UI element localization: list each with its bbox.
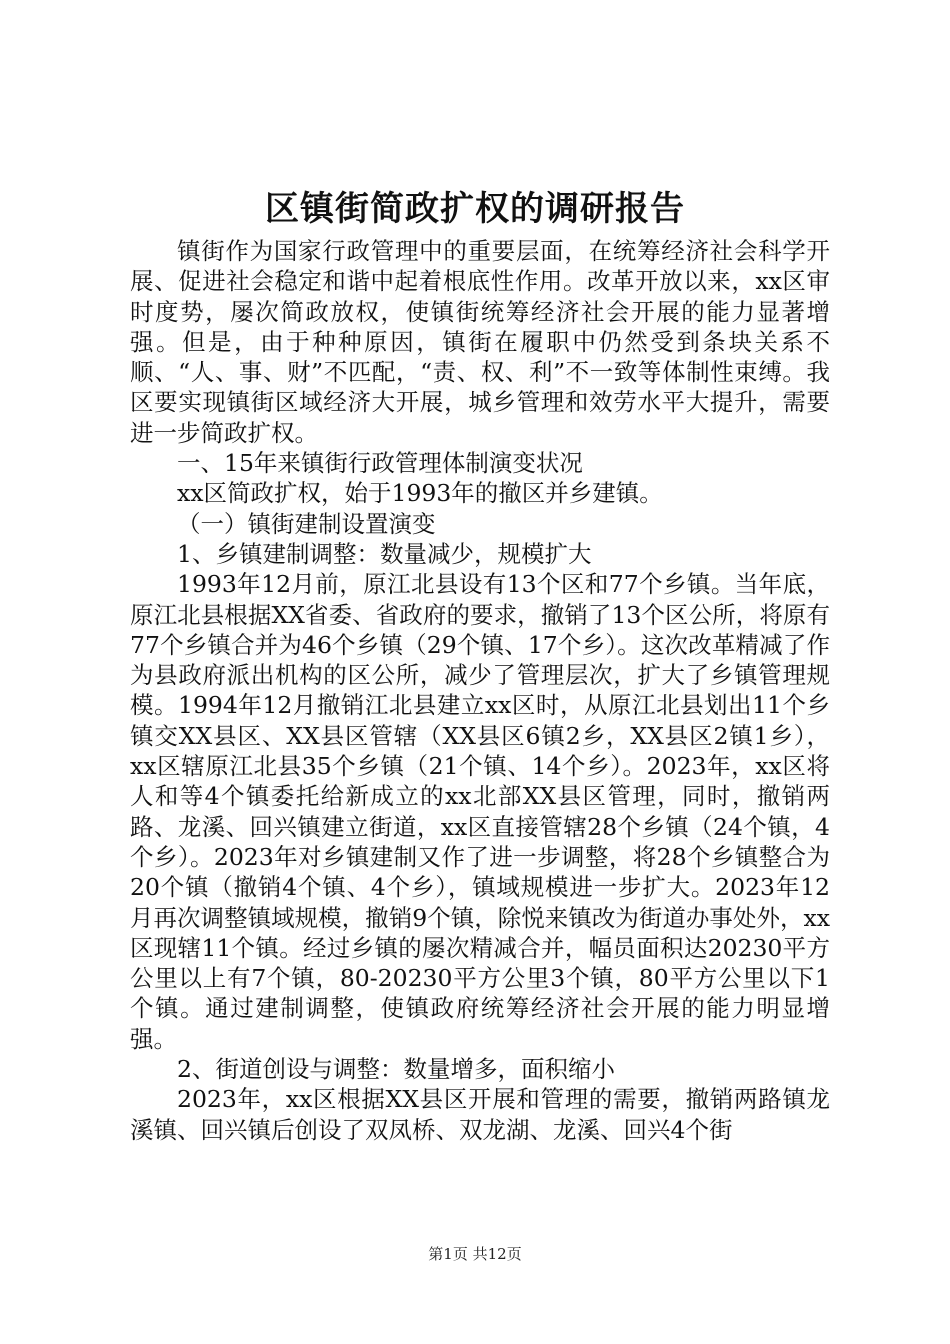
page-footer: 第1页 共12页: [428, 1245, 522, 1263]
paragraph: 1993年12月前，原江北县设有13个区和77个乡镇。当年底，原江北县根据XX省委、省政府的要求，撤销了13个区公所，将原有77个乡镇合并为46个乡镇（29个镇、17个乡）。这次改革精减了作为县政府派出机构的区公所，减少了管理层次，扩大了乡镇管理规模。1994年12月撤销江北县建立xx区时，从原江北县划出11个乡镇交XX县区、XX县区管辖（XX县区6镇2乡，XX县区2镇1乡），xx区辖原江北县35个乡镇（21个镇、14个乡）。2023年，xx区将人和等4个镇委托给新成立的xx北部XX县区管理，同时，撤销两路、龙溪、回兴镇建立街道，xx区直接管辖28个乡镇（24个镇，4个乡）。2023年对乡镇建制又作了进一步调整，将28个乡镇整合为20个镇（撤销4个镇、4个乡），镇域规模进一步扩大。2023年12月再次调整镇域规模，撤销9个镇，除悦来镇改为街道办事处外，xx区现辖11个镇。经过乡镇的屡次精减合并，幅员面积达20230平方公里以上有7个镇，80-20230平方公里3个镇，80平方公里以下1个镇。通过建制调整，使镇政府统筹经济社会开展的能力明显增强。: [130, 570, 830, 1053]
subsection-heading: （一）镇街建制设置演变: [177, 509, 436, 538]
paragraph: 镇街作为国家行政管理中的重要层面，在统筹经济社会科学开展、促进社会稳定和谐中起着根底性作用。改革开放以来，xx区审时度势，屡次简政放权，使镇街统筹经济社会开展的能力显著增强。但是，由于种种原因，镇街在履职中仍然受到条块关系不顺、“人、事、财”不匹配，“责、权、利”不一致等体制性束缚。我区要实现镇街区域经济大开展，城乡管理和效劳水平大提升，需要进一步简政扩权。: [130, 237, 830, 447]
item-heading: 1、乡镇建制调整：数量减少，规模扩大: [177, 539, 592, 568]
paragraph: xx区简政扩权，始于1993年的撤区并乡建镇。: [177, 479, 663, 508]
document-title: 区镇街简政扩权的调研报告: [265, 189, 685, 229]
item-heading: 2、街道创设与调整：数量增多，面积缩小: [177, 1055, 615, 1084]
paragraph: 2023年，xx区根据XX县区开展和管理的需要，撤销两路镇龙溪镇、回兴镇后创设了双凤桥、双龙湖、龙溪、回兴4个街: [130, 1085, 830, 1144]
section-heading: 一、15年来镇街行政管理体制演变状况: [177, 449, 583, 478]
document-body: [130, 236, 830, 1145]
